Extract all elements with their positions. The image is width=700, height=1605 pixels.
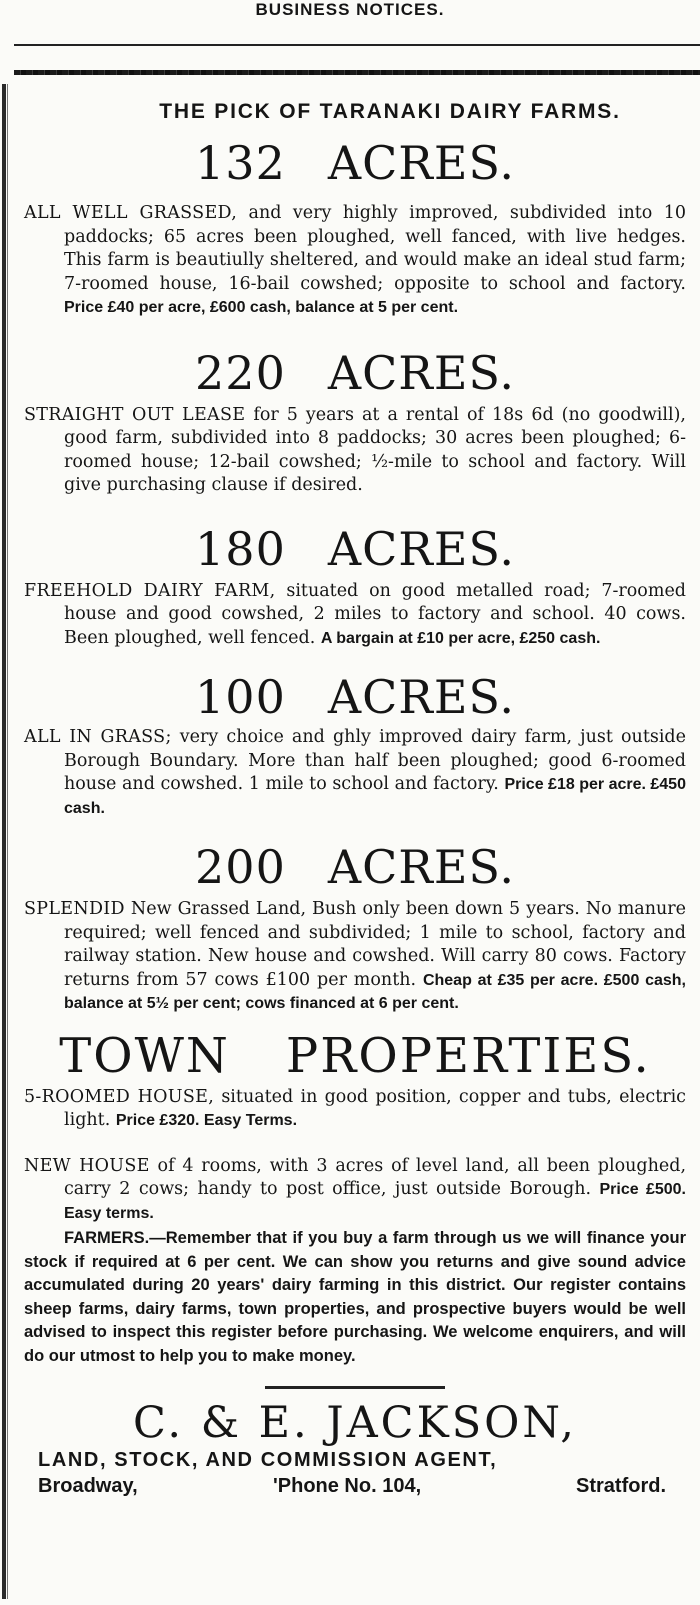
- listing-180-acres: [24, 521, 686, 651]
- listing-text: situated on good metalled road; 7-roomed house and good cowshed, 2 miles to factory and school. 40 cows. Been ploughed, well fenced.: [64, 580, 686, 648]
- town-property-text: of 4 rooms, with 3 acres of level land, all been ploughed, carry 2 cows; handy to post office, just outside Borough.: [64, 1155, 687, 1199]
- town-property-lead: NEW HOUSE: [24, 1155, 150, 1176]
- listing-unit: ACRES.: [327, 345, 515, 400]
- listing-text: for 5 years at a rental of 18s 6d (no goodwill), good farm, subdivided into 8 paddocks; 30 acres been ploughed; 6-roomed house; 12-bail cowshed; ½-mile to school and factory. Will give purchasing clause if desired.: [64, 404, 686, 495]
- ad-headline: THE PICK OF TARANAKI DAIRY FARMS.: [159, 100, 621, 123]
- listing-lead: ALL WELL GRASSED,: [24, 203, 238, 223]
- listing-unit: ACRES.: [327, 521, 515, 576]
- town-property-text: situated in good position, copper and tubs, electric light.: [64, 1086, 686, 1130]
- listing-unit: ACRES.: [327, 840, 515, 894]
- listing-text: and very highly improved, subdivided into 10 paddocks; 65 acres been ploughed, well fanced, with live hedges. This farm is beautiully sheltered, and would make an ideal stud farm; 7-roomed house, 16-bail cowshed; opposite to school and factory.: [64, 203, 687, 294]
- listing-description: [24, 202, 686, 320]
- listing-size-heading: [24, 672, 686, 722]
- listing-text: New Grassed Land, Bush only been down 5 years. No manure required; well fenced and subdivided; 1 mile to school, factory and railway station. New house and cowshed. Will carry 80 cows. Factory returns from 57 cows £100 per month.: [64, 899, 686, 990]
- listing-price: A bargain at £10 per acre, £250 cash.: [320, 629, 601, 647]
- listing-size-heading: [24, 521, 686, 576]
- firm-phone: 'Phone No. 104,: [273, 1475, 422, 1497]
- listing-lead: ALL IN GRASS;: [24, 727, 172, 747]
- listing-price: Cheap at £35 per acre. £500 cash, balance at 5½ per cent; cows financed at 6 per cent.: [64, 971, 686, 1012]
- listing-size-heading: [24, 345, 686, 400]
- town-properties-title: [24, 1027, 686, 1084]
- ad-left-border-inner: [7, 84, 8, 1599]
- town-property-lead: 5-ROOMED HOUSE,: [24, 1086, 215, 1107]
- listing-description: [24, 898, 686, 1016]
- listing-size-heading: [24, 138, 686, 188]
- firm-address: Broadway,: [38, 1475, 138, 1497]
- listing-200-acres: [24, 842, 686, 1016]
- listing-size: 220: [195, 345, 286, 400]
- town-property-1: [24, 1086, 686, 1133]
- firm-town: Stratford.: [576, 1475, 666, 1497]
- ad-top-border: [14, 70, 700, 75]
- advertisement: [24, 84, 686, 1499]
- firm-contact-row: [38, 1473, 686, 1499]
- ad-left-border: [2, 84, 6, 1599]
- signature-rule: [265, 1386, 445, 1389]
- town-property-price: Price £320. Easy Terms.: [115, 1112, 298, 1129]
- town-title-word-1: TOWN: [59, 1027, 230, 1084]
- town-property-2: [24, 1155, 686, 1226]
- listing-price: Price £40 per acre, £600 cash, balance at 5 per cent.: [64, 299, 459, 316]
- listing-size: 100: [195, 670, 286, 724]
- town-property-price: Price £500. Easy terms.: [64, 1181, 686, 1222]
- listing-size-heading: [24, 842, 686, 892]
- farmers-notice: FARMERS.—Remember that if you buy a farm through us we will finance your stock if required at 6 per cent. We can show you returns and give sound advice accumulated during 20 years' dairy farming in this district. Our register contains sheep farms, dairy farms, town properties, and prospective buyers would be well advised to inspect this register before purchasing. We welcome enquirers, and will do our utmost to help you to make money.: [24, 1229, 686, 1365]
- section-header: BUSINESS NOTICES.: [255, 0, 445, 19]
- listing-unit: ACRES.: [327, 670, 515, 724]
- listing-132-acres: [24, 138, 686, 320]
- listing-220-acres: [24, 345, 686, 498]
- listing-unit: ACRES.: [327, 136, 515, 190]
- listing-lead: SPLENDID: [24, 899, 125, 919]
- listing-lead: STRAIGHT OUT LEASE: [24, 404, 246, 425]
- firm-role: LAND, STOCK, AND COMMISSION AGENT,: [38, 1449, 498, 1471]
- listing-size: 200: [195, 840, 286, 894]
- listing-price: Price £18 per acre. £450 cash.: [64, 776, 686, 817]
- listing-100-acres: [24, 672, 686, 820]
- header-rule: [14, 44, 700, 46]
- listing-text: very choice and ghly improved dairy farm, just outside Borough Boundary. More than half been ploughed; good 6-roomed house and cowshed. 1 mile to school and factory.: [64, 727, 686, 794]
- listing-lead: FREEHOLD DAIRY FARM,: [24, 580, 276, 601]
- listing-description: [24, 404, 686, 498]
- town-title-word-2: PROPERTIES.: [285, 1027, 651, 1084]
- listing-description: [24, 726, 686, 820]
- listing-size: 132: [195, 136, 286, 190]
- listing-description: [24, 580, 686, 651]
- firm-name: C. & E. JACKSON,: [133, 1398, 577, 1448]
- listing-size: 180: [195, 521, 286, 576]
